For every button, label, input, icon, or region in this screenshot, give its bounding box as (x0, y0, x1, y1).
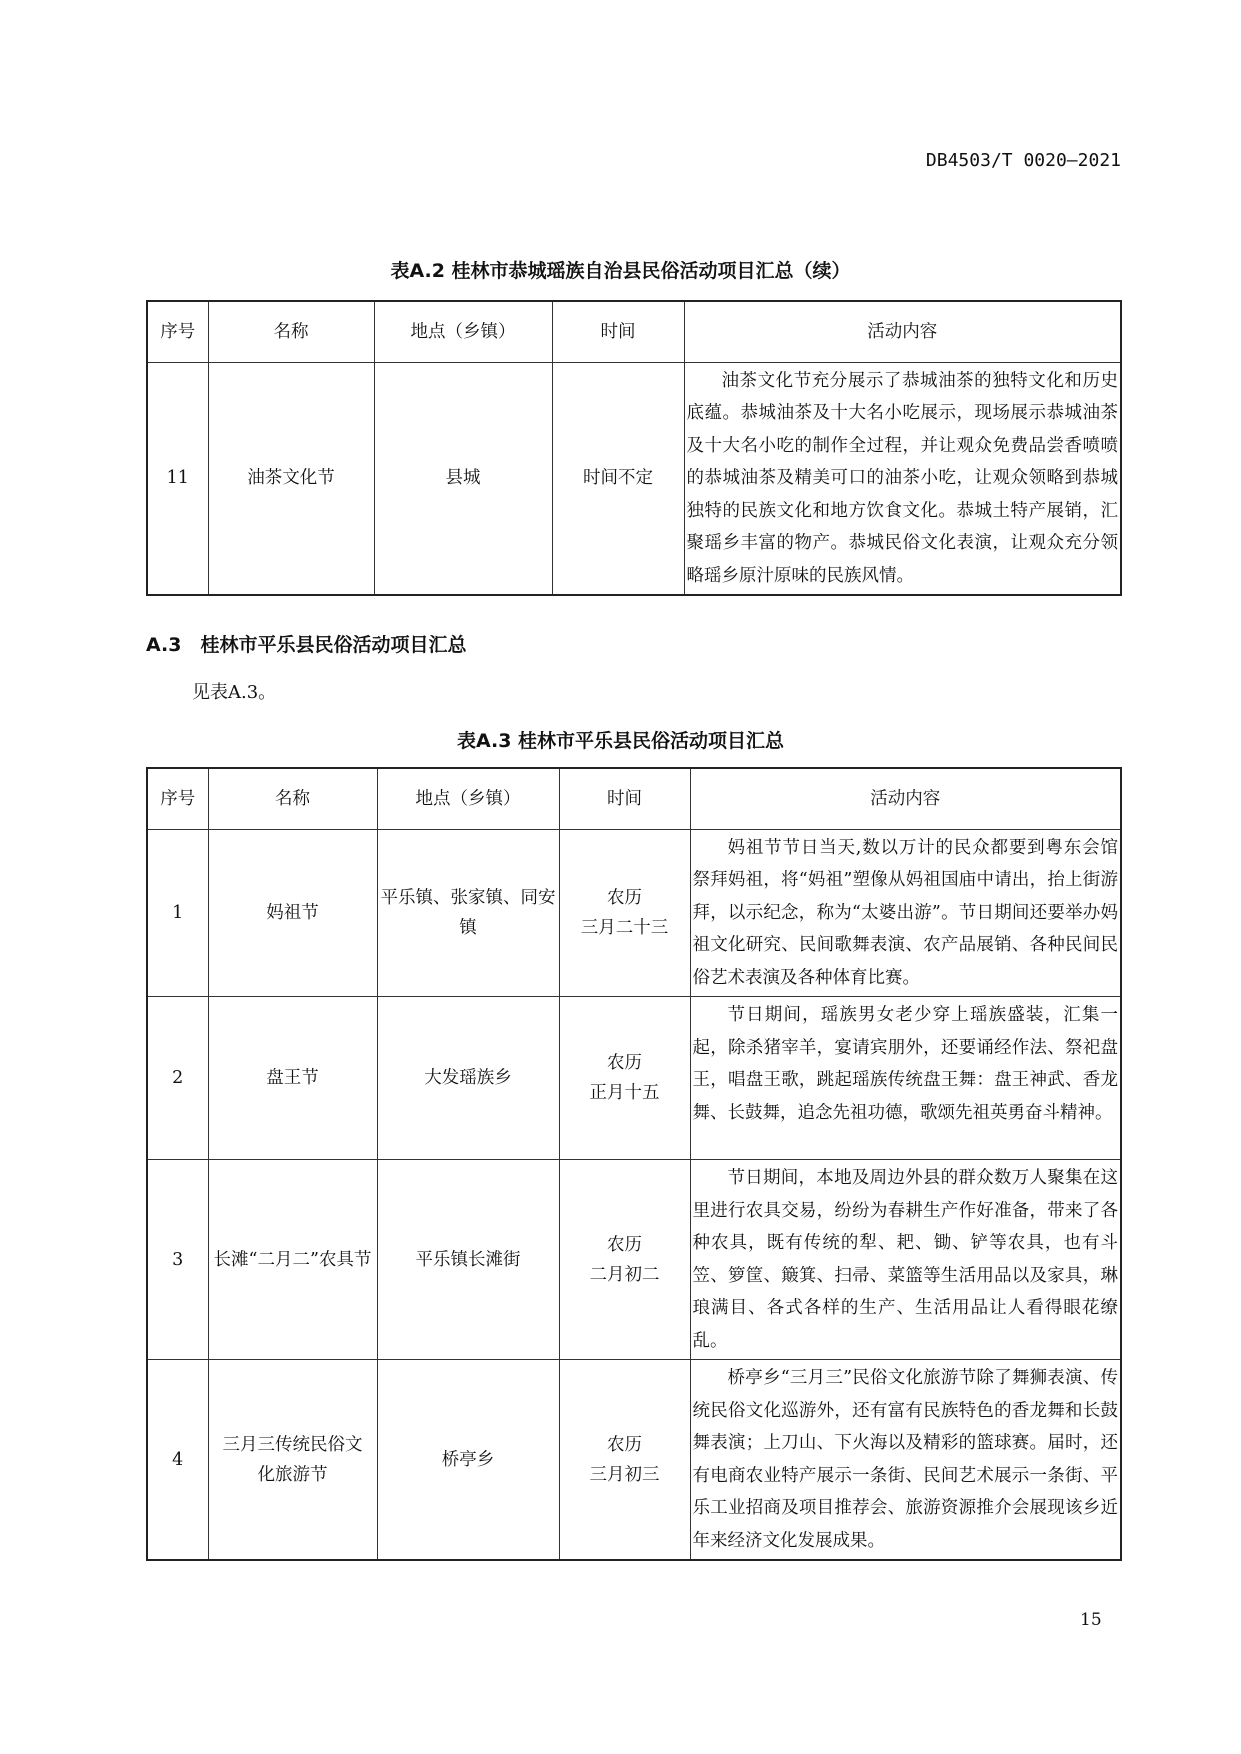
cell-content: 妈祖节节日当天,数以万计的民众都要到粤东会馆祭拜妈祖，将“妈祖”塑像从妈祖国庙中请出，抬上街游拜，以示纪念，称为“太婆出游”。节日期间还要举办妈祖文化研究、民间歌舞表演、农产品展销、各种民间民俗艺术表演及各种体育比赛。 (690, 829, 1121, 997)
time-line: 农历 (607, 1053, 642, 1073)
section-text: 见表A.3。 (192, 682, 277, 703)
column-header: 名称 (208, 768, 377, 829)
cell-time: 时间不定 (552, 362, 684, 595)
cell-name: 长滩“二月二”农具节 (208, 1160, 377, 1360)
cell-name: 油茶文化节 (208, 362, 374, 595)
cell-time (559, 997, 690, 1160)
cell-name: 盘王节 (208, 997, 377, 1160)
column-header: 序号 (147, 768, 208, 829)
cell-place: 大发瑶族乡 (377, 997, 559, 1160)
column-header: 地点（乡镇） (377, 768, 559, 829)
cell-name: 妈祖节 (208, 829, 377, 997)
standard-number: DB4503/T 0020—2021 (925, 150, 1121, 171)
time-line: 正月十五 (589, 1083, 660, 1103)
time-line: 农历 (607, 1234, 642, 1255)
table-row (147, 997, 1121, 1160)
cell-no: 2 (147, 997, 208, 1160)
column-header: 活动内容 (684, 301, 1121, 362)
table-row (147, 362, 1121, 595)
table-row (147, 829, 1121, 997)
table-row (147, 1360, 1121, 1561)
column-header: 名称 (208, 301, 374, 362)
time-line: 农历 (607, 887, 642, 908)
cell-place: 平乐镇、张家镇、同安镇 (377, 829, 559, 997)
cell-no: 11 (147, 362, 208, 595)
cell-content: 节日期间，本地及周边外县的群众数万人聚集在这里进行农具交易，纷纷为春耕生产作好准备，带来了各种农具，既有传统的犁、耙、锄、铲等农具，也有斗笠、箩筐、簸箕、扫帚、菜篮等生活用品以及家具，琳琅满目、各式各样的生产、生活用品让人看得眼花缭乱。 (690, 1160, 1121, 1360)
table-header-row (147, 768, 1121, 829)
table-a2-title: 表A.2 桂林市恭城瑶族自治县民俗活动项目汇总（续） (390, 260, 851, 282)
cell-place: 平乐镇长滩街 (377, 1160, 559, 1360)
time-line: 农历 (607, 1434, 642, 1455)
section-heading: A.3 桂林市平乐县民俗活动项目汇总 (146, 634, 467, 656)
cell-name: 三月三传统民俗文化旅游节 (208, 1360, 377, 1561)
column-header: 活动内容 (690, 768, 1121, 829)
page-number: 15 (1080, 1610, 1102, 1630)
table-header-row (147, 301, 1121, 362)
cell-content: 桥亭乡“三月三”民俗文化旅游节除了舞狮表演、传统民俗文化巡游外，还有富有民族特色的香龙舞和长鼓舞表演；上刀山、下火海以及精彩的篮球赛。届时，还有电商农业特产展示一条街、民间艺术展示一条街、平乐工业招商及项目推荐会、旅游资源推介会展现该乡近年来经济文化发展成果。 (690, 1360, 1121, 1561)
cell-time (559, 1160, 690, 1360)
cell-no: 4 (147, 1360, 208, 1561)
cell-place: 桥亭乡 (377, 1360, 559, 1561)
table-a3 (146, 767, 1122, 1561)
column-header: 时间 (552, 301, 684, 362)
cell-place: 县城 (374, 362, 552, 595)
cell-time (559, 1360, 690, 1561)
column-header: 序号 (147, 301, 208, 362)
time-line: 三月初三 (589, 1464, 660, 1485)
cell-content: 油茶文化节充分展示了恭城油茶的独特文化和历史底蕴。恭城油茶及十大名小吃展示，现场展示恭城油茶及十大名小吃的制作全过程，并让观众免费品尝香喷喷的恭城油茶及精美可口的油茶小吃，让观众领略到恭城独特的民族文化和地方饮食文化。恭城土特产展销，汇聚瑶乡丰富的物产。恭城民俗文化表演，让观众充分领略瑶乡原汁原味的民族风情。 (684, 362, 1121, 595)
cell-time (559, 829, 690, 997)
cell-no: 3 (147, 1160, 208, 1360)
column-header: 地点（乡镇） (374, 301, 552, 362)
table-a3-title: 表A.3 桂林市平乐县民俗活动项目汇总 (456, 730, 785, 752)
column-header: 时间 (559, 768, 690, 829)
cell-no: 1 (147, 829, 208, 997)
time-line: 三月二十三 (580, 917, 669, 938)
table-a2 (146, 300, 1122, 596)
time-line: 二月初二 (589, 1264, 660, 1285)
table-row (147, 1160, 1121, 1360)
cell-content: 节日期间，瑶族男女老少穿上瑶族盛装，汇集一起，除杀猪宰羊，宴请宾朋外，还要诵经作法、祭祀盘王，唱盘王歌，跳起瑶族传统盘王舞：盘王神武、香龙舞、长鼓舞，追念先祖功德，歌颂先祖英勇奋斗精神。 (690, 997, 1121, 1160)
